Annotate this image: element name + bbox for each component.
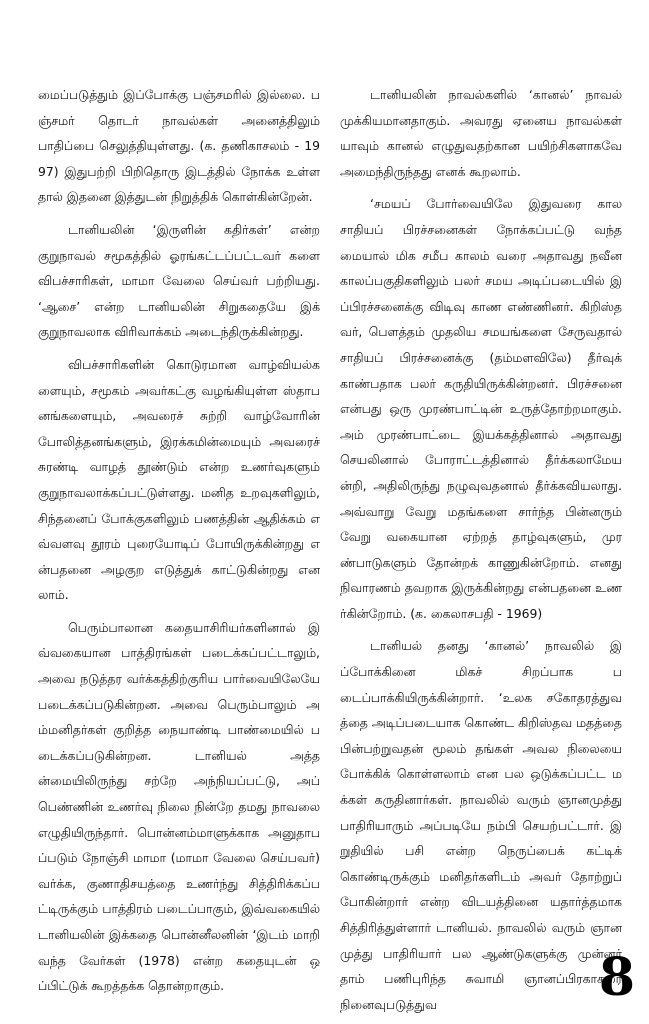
paragraph: மைப்படுத்தும் இப்போக்கு பஞ்சமரில் இல்லை. பஞ்சமர் தொடர் நாவல்கள் அனைத்திலும் பாதிப்பை செலுத்தியுள்ளது. (க. தணிகாசலம் - 1997) இதுபற்றி பிறிதொரு இடத்தில் நோக்க உள்ளதால் இதனை இத்துடன் நிறுத்திக் கொள்கின்றேன். [38, 87, 320, 205]
page-number: 8 [598, 947, 635, 1008]
paragraph: டானியலின் நாவல்களில் ‘கானல்’ நாவல் முக்கியமானதாகும். அவரது ஏனைய நாவல்கள் யாவும் கானல் எழுதுவதற்கான பயிற்சிகளாகவே அமைந்திருந்தது எனக் கூறலாம். [340, 87, 622, 179]
paragraph: பெரும்பாலான கதையாசிரியர்களினால் இவ்வகையான பாத்திரங்கள் படைக்கப்பட்டாலும், அவை நடுத்தர வர்க்கத்திற்குரிய பார்வையிலேயே படைக்கப்படுகின்றன. அவை பெரும்பாலும் அம்மனிதர்கள் குறித்த நையாண்டி பாண்மையில் படைக்கப்படுகின்றன. டானியல் அத்தன்மையிலிருந்து சற்றே அந்நியப்பட்டு, அப் பெண்ணின் உணர்வு நிலை நின்றே தமது நாவலை எழுதியிருந்தார். பொன்னம்மாளுக்காக அனுதாபப்படும் நோஞ்சி மாமா (மாமா வேலை செய்பவர்) வர்க்க, குணாதிசயத்தை உணர்ந்து சித்திரிக்கப்பட்டிருக்கும் பாத்திரம் படைப்பாகும், இவ்வகையில் டானியலின் இக்கதை பொன்னீலனின் ‘இடம் மாறி வந்த வேர்கள் (1978) என்ற கதையுடன் ஒப்பிட்டுக் கூறத்தக்க தொன்றாகும். [38, 619, 320, 994]
paragraph: டானியலின் ‘இருளின் கதிர்கள்’ என்ற குறுநாவல் சமூகத்தில் ஓரங்கட்டப்பட்டவர் களை விபச்சாரிகள், மாமா வேலை செய்வர் பற்றியது. ‘ஆசை’ என்ற டானியலின் சிறுகதையே இக் குறுநாவலாக விரிவாக்கம் அடைந்திருக்கின்றது. [38, 221, 320, 340]
right-text-column [340, 82, 622, 1024]
paragraph: விபச்சாரிகளின் கொடுரமான வாழ்வியல்களையும், சமூகம் அவர்கட்கு வழங்கியுள்ள ஸ்தாபனங்களையும், அவரைச் சுற்றி வாழ்வோரின் போலித்தனங்களும், இரக்கமின்மையும் அவரைச் சுரண்டி வாழத் தூண்டும் என்ற உணர்வுகளும் குறுநாவலாக்கப்பட்டுள்ளது. மனித உறவுகளிலும், சிந்தனைப் போக்குகளிலும் பணத்தின் ஆதிக்கம் எவ்வளவு தூரம் புரையோடிப் போயிருக்கின்றது என்பதனை அழகுற எடுத்துக் காட்டுகின்றது எனலாம். [38, 356, 320, 603]
paragraph: ‘சமயப் போர்வையிலே இதுவரை கால சாதியப் பிரச்சனைகள் நோக்கப்பட்டு வந்தமையால் மிக சமீப காலம் வரை அதாவது நவீன காலப்பகுதிகளிலும் பலர் சமய அடிப்படையில் இப்பிரச்சனைக்கு விடிவு காண எண்ணினர். கிறிஸ்தவர், பௌத்தம் முதலிய சமயங்களை சேருவதால் சாதியப் பிரச்சனைக்கு (தம்மளவிலே) தீர்வுக் காண்பதாக பலர் கருதியிருக்கின்றனர். பிரச்சனை என்பது ஒரு முரண்பாட்டின் உருத்தோற்றமாகும். அம் முரண்பாட்டை இயக்கத்தினால் அதாவது செயலினால் போராட்டத்தினால் தீர்க்கலாமேயன்றி, அதிலிருந்து நழுவுவதனால் தீர்க்கவியலாது. அவ்வாறு வேறு மதங்களை சார்ந்த பின்னரும் வேறு வகையான ஏற்றத் தாழ்வுகளும், முரண்பாடுகளும் தோன்றக் காணுகின்றோம். எனது நிவாரணம் தவறாக இருக்கின்றது என்பதனை உணர்கின்றோம். (க. கைலாசபதி - 1969) [340, 196, 622, 621]
left-text-column [38, 82, 320, 1006]
paragraph: டானியல் தனது ‘கானல்’ நாவலில் இப்போக்கினை மிகச் சிறப்பாக படைப்பாக்கியிருக்கின்றார். ‘உலக சகோதரத்துவத்தை அடிப்படையாக கொண்ட கிறிஸ்தவ மதத்தை பின்பற்றுவதன் மூலம் தங்கள் அவல நிலையை போக்கிக் கொள்ளலாம் என பல ஒடுக்கப்பட்ட மக்கள் கருதினார்கள். நாவலில் வரும் ஞானமுத்து பாதிரியாரும் அப்படியே நம்பி செயற்பட்டார். இறுதியில் பசி என்ற நெருப்பைக் கட்டிக் கொண்டிருக்கும் மனிதர்களிடம் அவர் தோற்றுப் போகின்றார் என்ற விடயத்தினை யதார்த்தமாக சித்திரித்துள்ளார் டானியல். நாவலில் வரும் ஞானமுத்து பாதிரியார் பல ஆண்டுகளுக்கு முன்னர் தாம் பணிபுரிந்த சுவாமி ஞானப்பிரகாசரை நினைவுபடுத்துவ [340, 638, 622, 1012]
